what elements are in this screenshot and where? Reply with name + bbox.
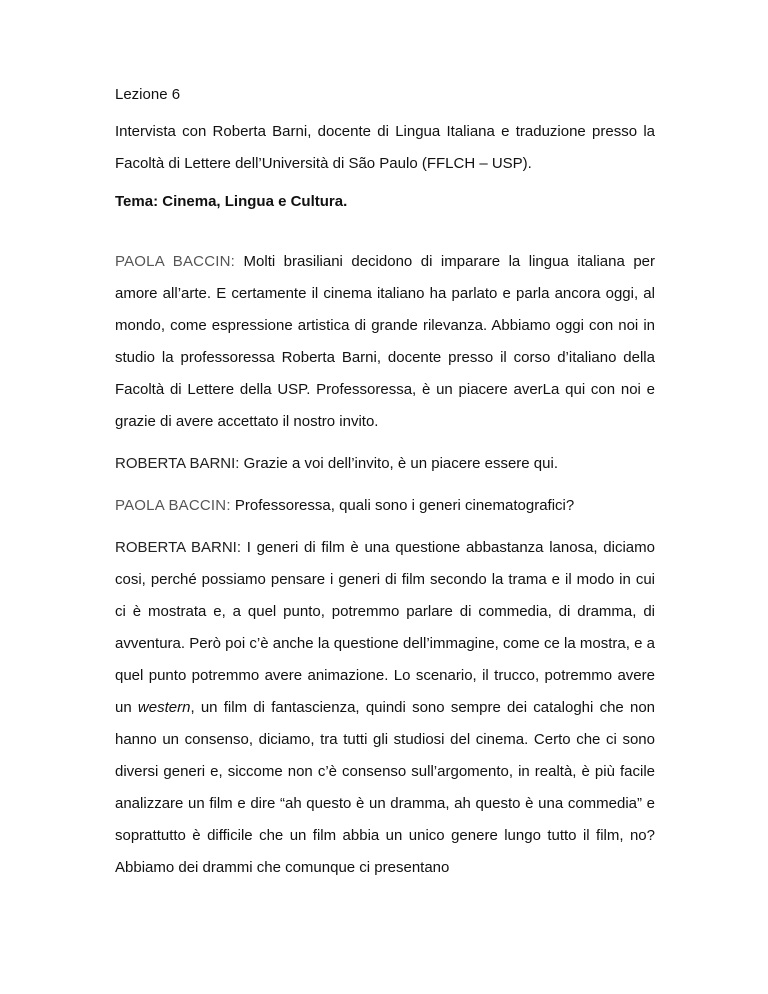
paragraph-text-part-2: , un film di fantascienza, quindi sono sempre dei cataloghi che non hanno un consenso, diciamo, tra tutti gli studiosi del cinema. Certo che ci sono diversi generi e, siccome non c’è consenso sull’argomento, in realtà, è più facile analizzare un film e dire “ah questo è un dramma, ah questo è una commedia” e soprattutto è difficile che un film abbia un unico genere lungo tutto il film, no? Abbiamo dei drammi che comunque ci presentano (115, 699, 656, 876)
speaker-label: ROBERTA BARNI: (115, 455, 240, 472)
paragraph-roberta-1 (115, 448, 655, 480)
document-page (115, 80, 655, 894)
speaker-label: ROBERTA BARNI: (115, 539, 242, 556)
paragraph-text-part-1: I generi di film è una questione abbastanza lanosa, diciamo cosi, perché possiamo pensare i generi di film secondo la trama e il modo in cui ci è mostrata e, a quel punto, potremmo parlare di commedia, di dramma, di avventura. Però poi c’è anche la questione dell’immagine, come ce la mostra, e a quel punto potremmo avere animazione. Lo scenario, il trucco, potremmo avere un (115, 539, 655, 716)
lesson-heading: Lezione 6 (115, 86, 181, 103)
paragraph-text: Grazie a voi dell’invito, è un piacere essere qui. (239, 455, 558, 472)
paragraph-text: Professoressa, quali sono i generi cinematografici? (230, 497, 575, 514)
paragraph-text: Molti brasiliani decidono di imparare la lingua italiana per amore all’arte. E certamente il cinema italiano ha parlato e parla ancora oggi, al mondo, come espressione artistica di grande rilevanza. Abbiamo oggi con noi in studio la professoressa Roberta Barni, docente presso il corso d’italiano della Facoltà di Lettere della USP. Professoressa, è un piacere averLa qui con noi e grazie di avere accettato il nostro invito. (115, 253, 655, 430)
speaker-label: PAOLA BACCIN: (115, 497, 231, 514)
paragraph-paola-1 (115, 246, 655, 438)
paragraph-roberta-2 (115, 532, 655, 884)
theme-heading: Tema: Cinema, Lingua e Cultura. (115, 193, 348, 210)
paragraph-text-italic: western (137, 699, 191, 716)
paragraph-paola-2 (115, 490, 655, 522)
speaker-label: PAOLA BACCIN: (115, 253, 236, 270)
interview-intro: Intervista con Roberta Barni, docente di Lingua Italiana e traduzione presso la Facoltà di Lettere dell’Università di São Paulo (FFLCH – USP). (115, 123, 655, 172)
